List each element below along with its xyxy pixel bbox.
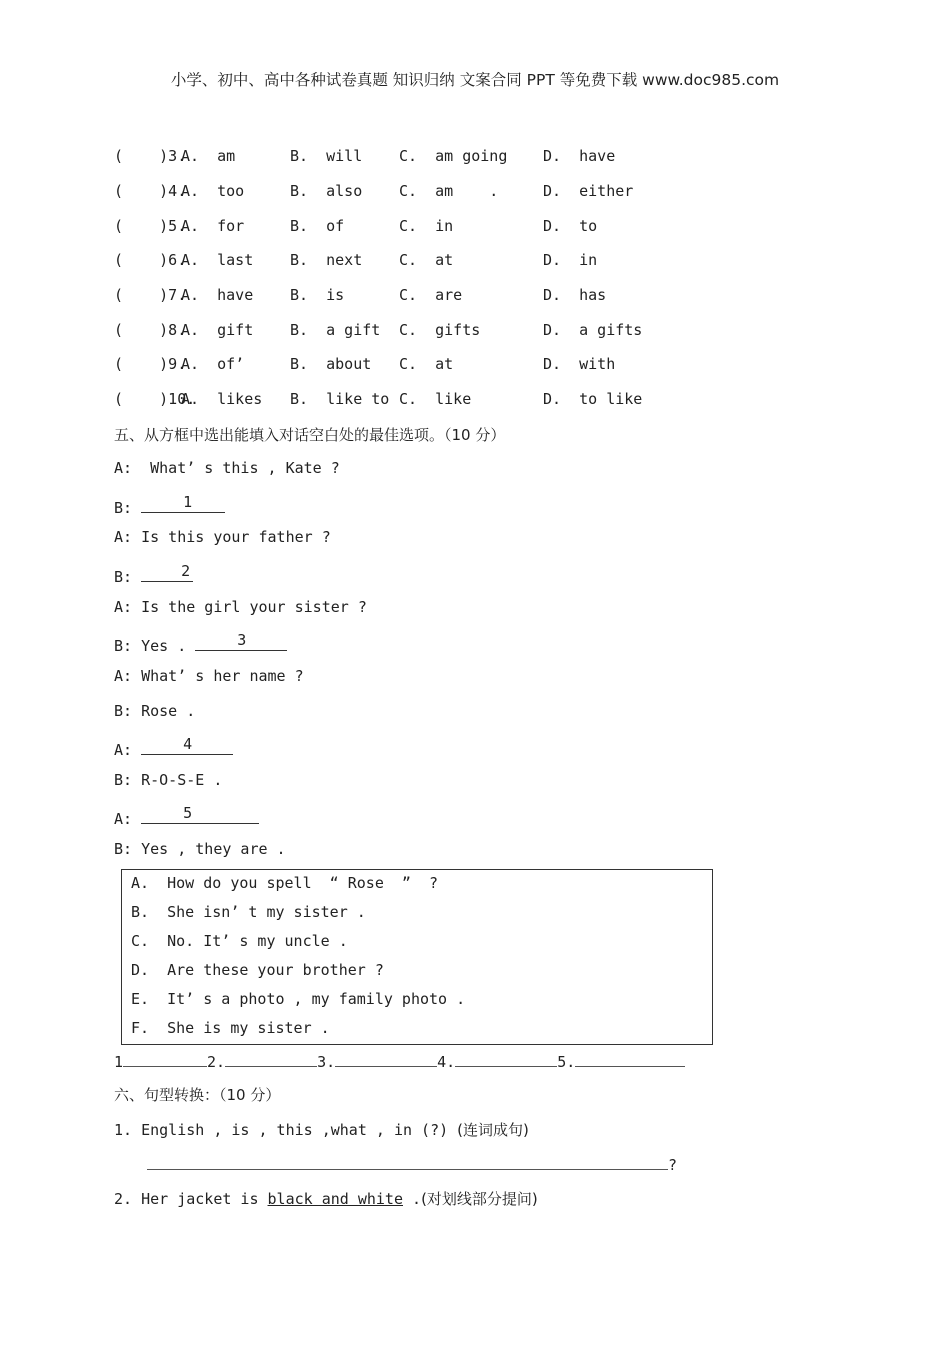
answer-label-4: 4. <box>437 1053 456 1071</box>
question-6-2-suffix: . <box>403 1190 422 1208</box>
dialogue-line: A: Is this your father ? <box>114 528 331 546</box>
choice-c: C. at <box>399 251 454 269</box>
choice-a: A. too <box>181 182 245 200</box>
choice-b: B. will <box>290 147 363 165</box>
choice-a: A. likes <box>181 390 263 408</box>
choice-c: C. in <box>399 217 454 235</box>
question-6-1-answer <box>147 1152 677 1174</box>
dialogue-line <box>114 494 225 517</box>
dialogue-blank[interactable] <box>195 632 287 651</box>
dialogue-blank[interactable] <box>141 563 193 582</box>
answer-blank-5[interactable] <box>575 1049 685 1067</box>
choice-b: B. also <box>290 182 363 200</box>
answer-line[interactable] <box>147 1152 668 1170</box>
section6-title: 六、句型转换：（10 分） <box>114 1086 281 1104</box>
question-6-2 <box>114 1188 538 1209</box>
choice-b: B. next <box>290 251 363 269</box>
option-f: F. She is my sister . <box>131 1019 330 1037</box>
question-number[interactable]: ( )5. <box>114 217 187 235</box>
question-mark: ? <box>668 1156 678 1174</box>
choice-d: D. have <box>543 147 616 165</box>
dialogue-line: B: Rose . <box>114 702 196 720</box>
option-e: E. It’ s a photo , my family photo . <box>131 990 466 1008</box>
dialogue-line <box>114 805 259 828</box>
underlined-phrase: black and white <box>267 1190 403 1208</box>
dialogue-blank[interactable] <box>141 805 259 824</box>
choice-a: A. am <box>181 147 236 165</box>
choice-b: B. is <box>290 286 345 304</box>
question-number[interactable]: ( )6. <box>114 251 187 269</box>
answer-label-2: 2. <box>207 1053 226 1071</box>
choice-d: D. has <box>543 286 607 304</box>
question-number[interactable]: ( )9. <box>114 355 187 373</box>
dialogue-blank[interactable] <box>141 494 225 513</box>
option-c: C. No. It’ s my uncle . <box>131 932 348 950</box>
choice-a: A. have <box>181 286 254 304</box>
choice-d: D. to like <box>543 390 643 408</box>
blank-number: 2 <box>181 562 191 580</box>
answer-blank-1[interactable] <box>123 1049 207 1067</box>
choice-d: D. in <box>543 251 598 269</box>
choice-c: C. like <box>399 390 472 408</box>
choice-c: C. at <box>399 355 454 373</box>
question-6-2-text: 2. Her jacket is <box>114 1190 268 1208</box>
choice-d: D. either <box>543 182 634 200</box>
choice-c: C. gifts <box>399 321 481 339</box>
choice-b: B. a gift <box>290 321 381 339</box>
question-number[interactable]: ( )8. <box>114 321 187 339</box>
blank-number: 3 <box>237 631 247 649</box>
answer-label-5: 5. <box>557 1053 576 1071</box>
dialogue-line <box>114 736 233 759</box>
choice-a: A. gift <box>181 321 254 339</box>
choice-a: A. last <box>181 251 254 269</box>
speaker-prefix: B: Yes . <box>114 637 196 655</box>
speaker-prefix: B: <box>114 568 142 586</box>
choice-d: D. with <box>543 355 616 373</box>
question-6-1-text: 1. English , is , this ,what , in (?) <box>114 1121 458 1139</box>
question-number[interactable]: ( )4. <box>114 182 187 200</box>
question-number[interactable]: ( )3. <box>114 147 187 165</box>
option-a: A. How do you spell “ Rose ” ? <box>131 874 439 892</box>
dialogue-line: A: What’ s her name ? <box>114 667 304 685</box>
blank-number: 5 <box>183 804 193 822</box>
speaker-prefix: A: <box>114 810 142 828</box>
answer-blanks <box>114 1049 685 1071</box>
question-number[interactable]: ( )7. <box>114 286 187 304</box>
section5-title: 五、从方框中选出能填入对话空白处的最佳选项。（10 分） <box>114 426 506 444</box>
choice-c: C. am going <box>399 147 508 165</box>
choice-a: A. of’ <box>181 355 245 373</box>
dialogue-line: B: R-O-S-E . <box>114 771 223 789</box>
question-6-1 <box>114 1119 529 1140</box>
speaker-prefix: B: <box>114 499 142 517</box>
blank-number: 1 <box>183 493 193 511</box>
speaker-prefix: A: <box>114 741 142 759</box>
question-6-2-note: (对划线部分提问) <box>421 1190 538 1208</box>
dialogue-line <box>114 563 193 586</box>
dialogue-line: A: Is the girl your sister ? <box>114 598 367 616</box>
choice-c: C. am . <box>399 182 499 200</box>
answer-label-3: 3. <box>317 1053 336 1071</box>
answer-blank-3[interactable] <box>335 1049 437 1067</box>
choice-a: A. for <box>181 217 245 235</box>
question-number[interactable]: ( )10. <box>114 390 196 408</box>
option-d: D. Are these your brother ? <box>131 961 384 979</box>
choice-b: B. of <box>290 217 345 235</box>
answer-blank-2[interactable] <box>225 1049 317 1067</box>
choice-d: D. a gifts <box>543 321 643 339</box>
page-header: 小学、初中、高中各种试卷真题 知识归纳 文案合同 PPT 等免费下载 www.doc985.com <box>170 71 780 89</box>
options-box <box>121 869 713 1045</box>
question-6-1-note: (连词成句) <box>457 1121 529 1139</box>
choice-c: C. are <box>399 286 463 304</box>
answer-blank-4[interactable] <box>455 1049 557 1067</box>
choice-b: B. about <box>290 355 372 373</box>
dialogue-line: B: Yes , they are . <box>114 840 286 858</box>
answer-label-1: 1 <box>114 1053 124 1071</box>
choice-b: B. like to <box>290 390 390 408</box>
option-b: B. She isn’ t my sister . <box>131 903 366 921</box>
dialogue-line <box>114 632 287 655</box>
blank-number: 4 <box>183 735 193 753</box>
choice-d: D. to <box>543 217 598 235</box>
dialogue-line: A: What’ s this , Kate ? <box>114 459 340 477</box>
dialogue-blank[interactable] <box>141 736 233 755</box>
